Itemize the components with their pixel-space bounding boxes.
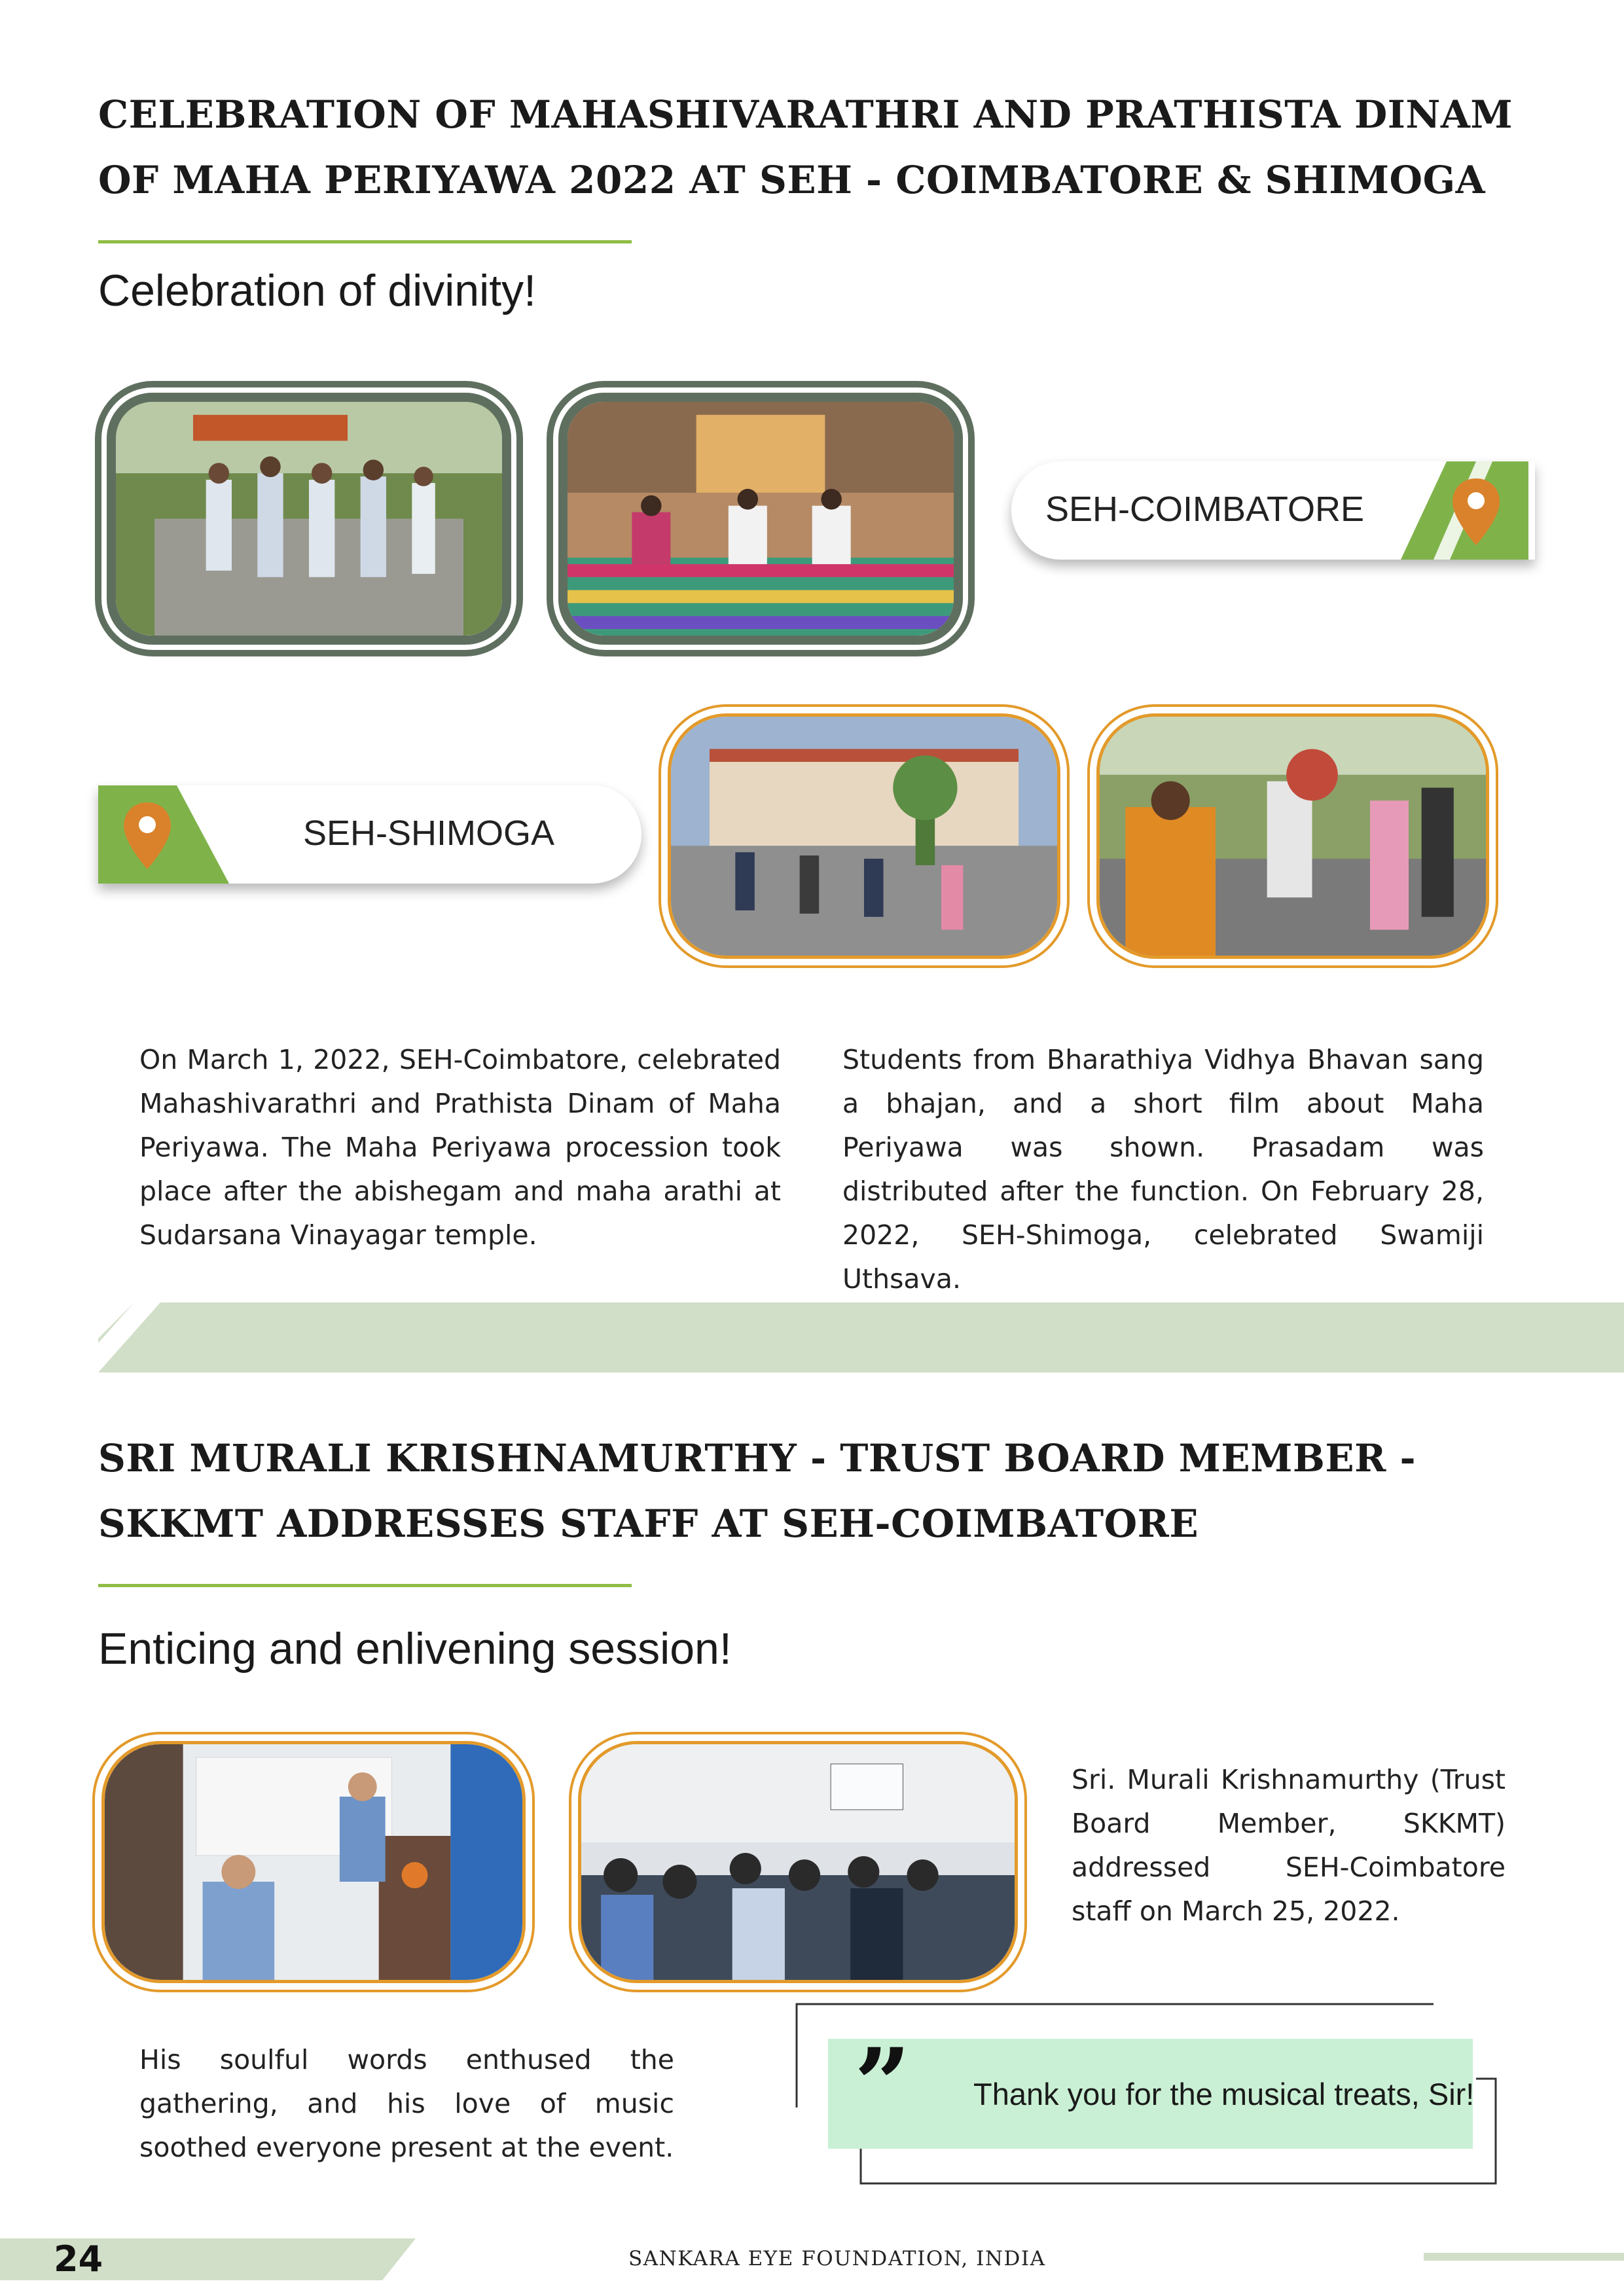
quote-text: Thank you for the musical treats, Sir! [973,2077,1475,2111]
footer-organization: SANKARA EYE FOUNDATION, INDIA [628,2247,1046,2270]
section2-subtitle: Enticing and enlivening session! [98,1624,732,1674]
section-divider-notch [98,1302,170,1372]
section1-paragraph-left: On March 1, 2022, SEH-Coimbatore, celebrated Mahashivarathri and Prathista Dinam of Maha Periyawa. The Maha Periyawa procession took place after the abishegam and maha arathi at Sudarsana Vinayagar temple. [139,1044,781,1251]
section1-title-line1: CELEBRATION OF MAHASHIVARATHRI AND PRATHISTA DINAM [98,92,1513,137]
photo-shimoga-campus [668,713,1060,959]
map-pin-icon [1450,476,1502,548]
photo-staff-audience [578,1741,1018,1983]
section2-paragraph-left: His soulful words enthused the gathering, and his love of music soothed everyone present at the event. [139,2044,674,2163]
section2-title-rule [98,1584,632,1587]
location-tag-coimbatore-accent [1362,461,1528,560]
section2-title-line1: SRI MURALI KRISHNAMURTHY - TRUST BOARD MEMBER - [98,1436,1416,1480]
photo-coimbatore-hall [558,393,963,645]
section1-subtitle: Celebration of divinity! [98,266,537,315]
location-label-shimoga: SEH-SHIMOGA [303,814,555,853]
section2-title [98,1426,1564,1556]
photo-speaker-podium [101,1741,526,1983]
section1-title-line2: OF MAHA PERIYAWA 2022 AT SEH - COIMBATORE & SHIMOGA [98,158,1486,202]
section2-paragraph-right: Sri. Murali Krishnamurthy (Trust Board Member, SKKMT) addressed SEH-Coimbatore staff on March 25, 2022. [1072,1764,1506,1927]
section1-title-rule [98,240,632,243]
section2-title-line2: SKKMT ADDRESSES STAFF AT SEH-COIMBATORE [98,1501,1199,1546]
section-divider-band [98,1302,1624,1372]
page-number: 24 [54,2238,103,2280]
footer-right-band [1424,2253,1624,2261]
section1-title [98,82,1564,213]
location-label-coimbatore: SEH-COIMBATORE [1045,490,1365,529]
quote-mark-icon: ” [854,2027,911,2142]
map-pin-icon [121,800,173,872]
photo-coimbatore-procession [107,393,511,645]
photo-shimoga-procession [1096,713,1489,959]
section1-paragraph-right: Students from Bharathiya Vidhya Bhavan sang a bhajan, and a short film about Maha Periyawa was shown. Prasadam was distributed after the function. On February 28, 2022, SEH-Shimoga, celebrated Swamiji Uthsava. [842,1044,1484,1295]
